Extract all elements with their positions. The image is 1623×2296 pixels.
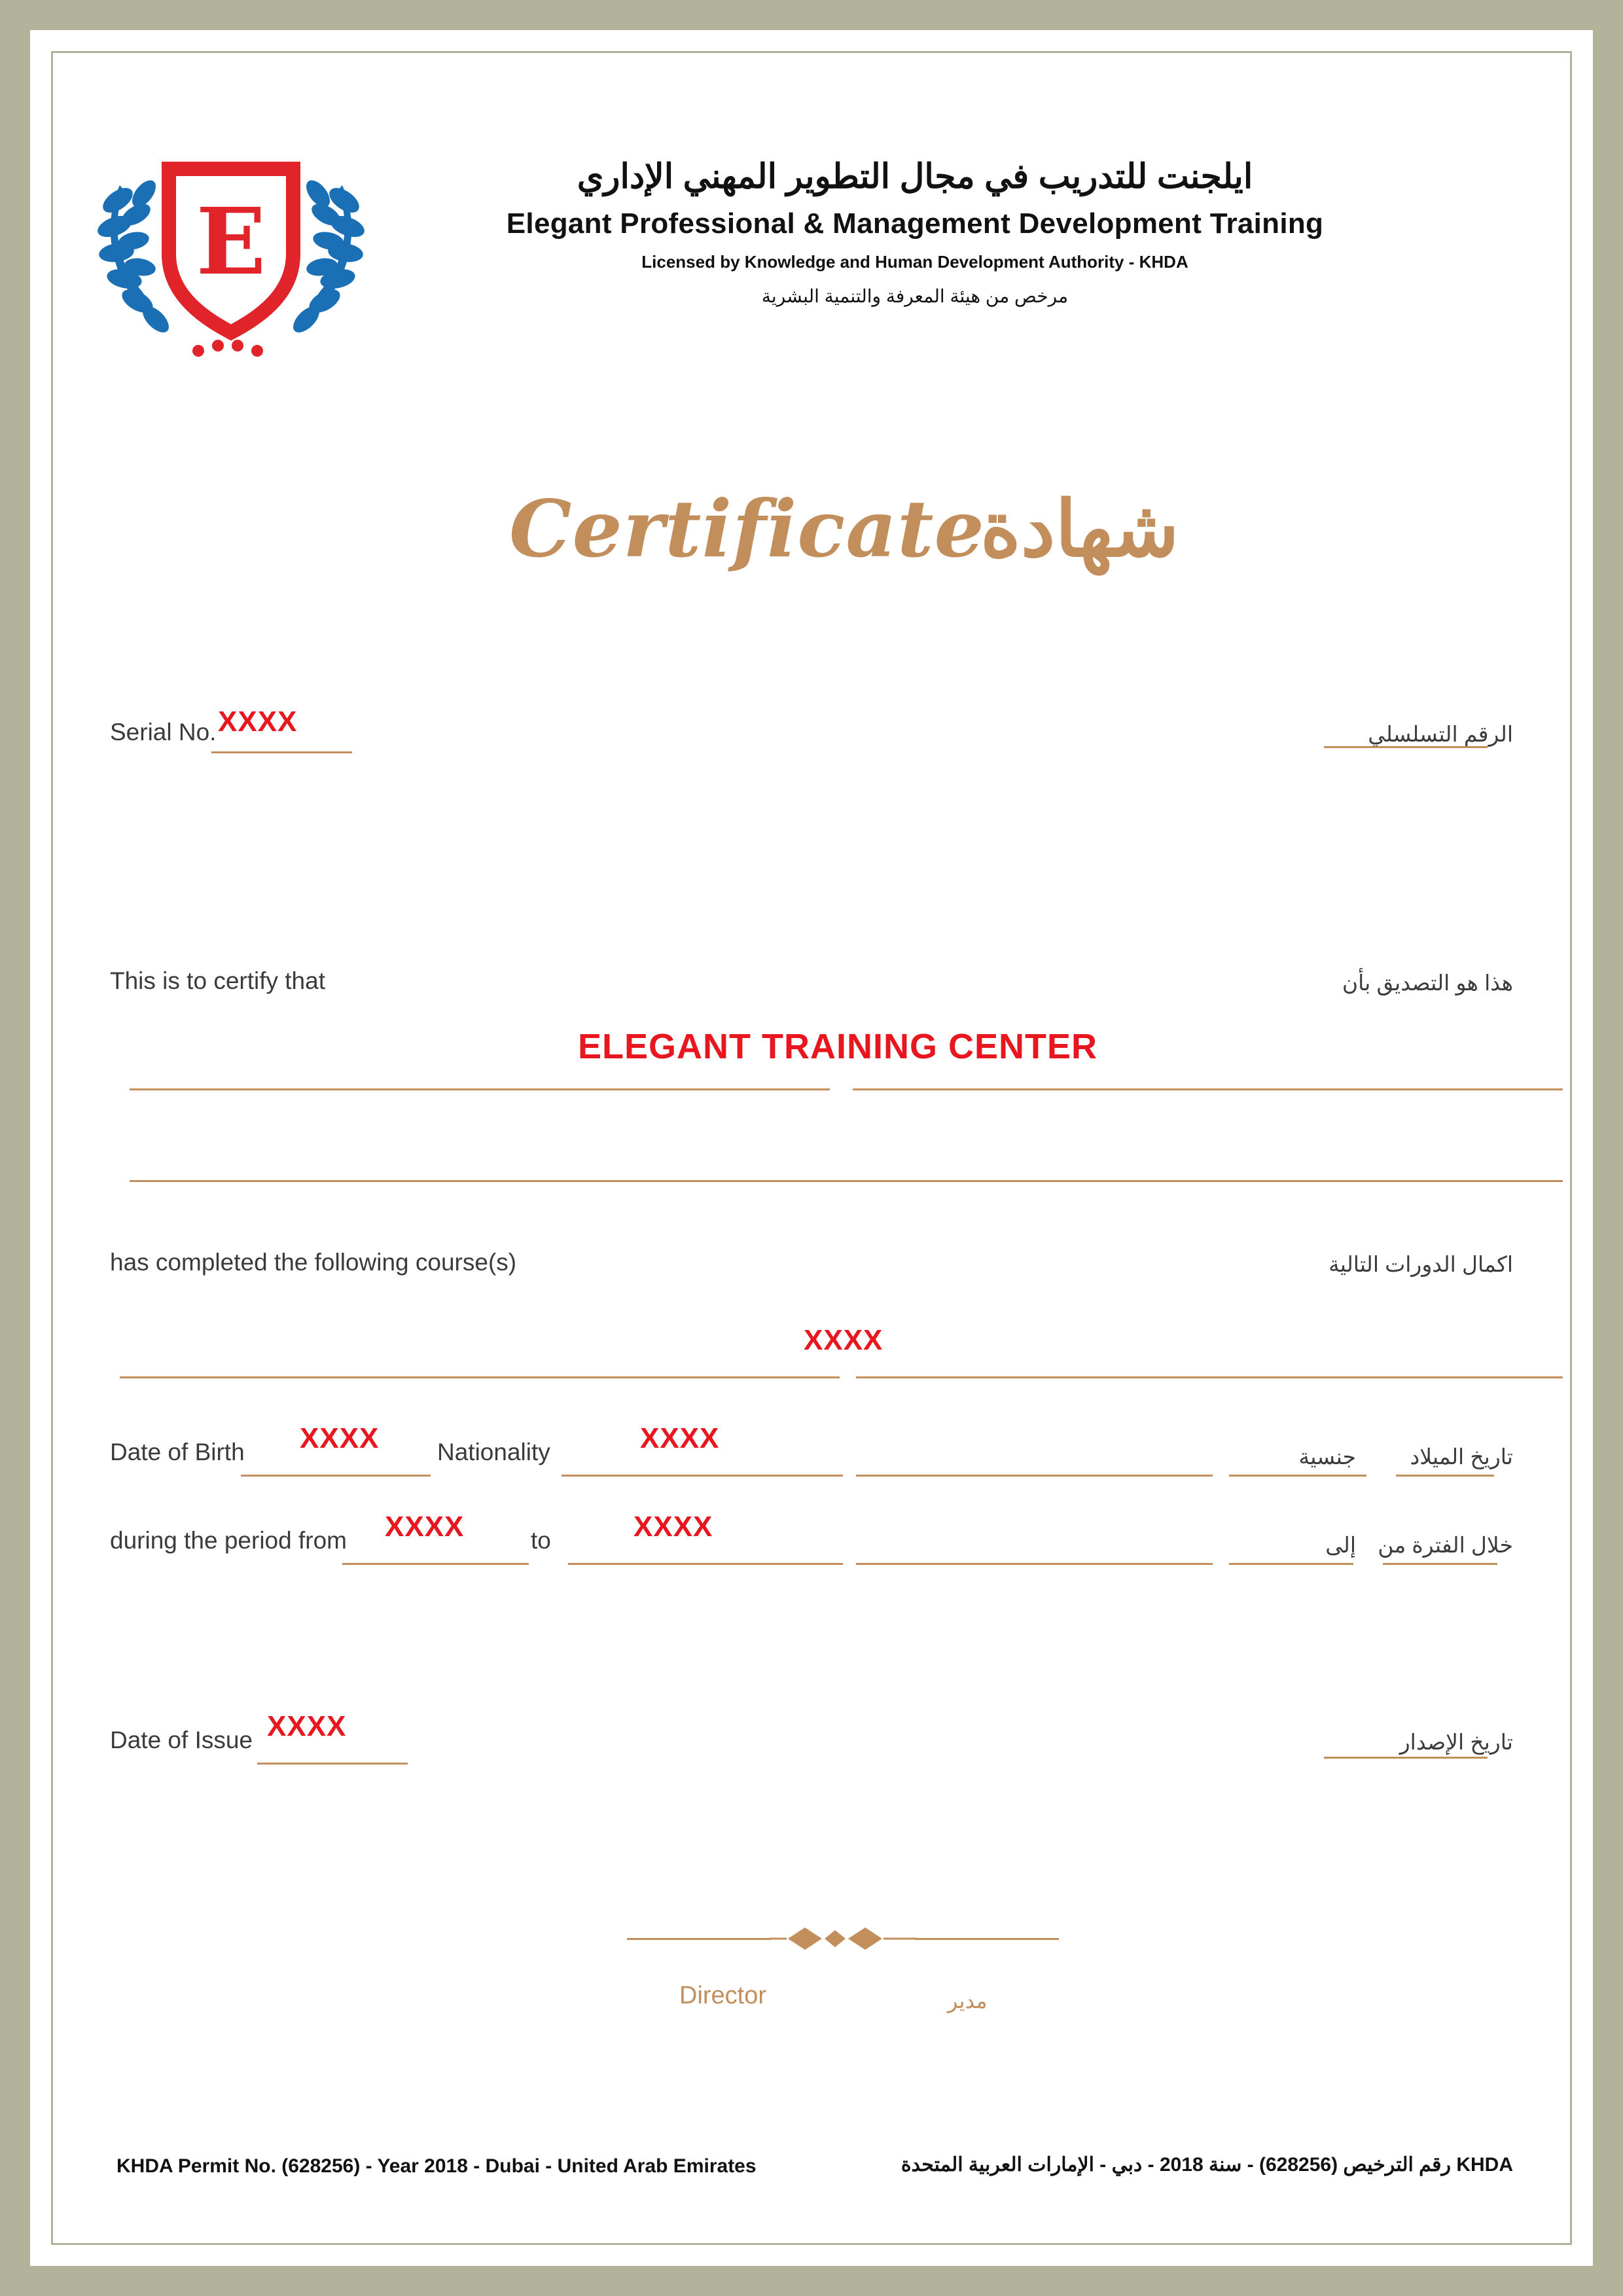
period-from-label-arabic: خلال الفترة من bbox=[1378, 1533, 1513, 1557]
serial-label-english: Serial No. bbox=[110, 719, 217, 745]
courses-underline-right bbox=[856, 1376, 1563, 1378]
dob-row-underline-center bbox=[856, 1475, 1213, 1477]
courses-underline-left bbox=[120, 1376, 840, 1378]
period-row-underline-arabic-1 bbox=[1229, 1563, 1353, 1565]
period-from-value[interactable]: XXXX bbox=[385, 1511, 465, 1543]
signature-divider bbox=[627, 1920, 1059, 1959]
license-line-arabic: مرخص من هيئة المعرفة والتنمية البشرية bbox=[761, 286, 1069, 306]
courses-label-english: has completed the following course(s) bbox=[110, 1249, 517, 1276]
svg-text:E: E bbox=[196, 188, 266, 296]
courses-label-arabic: اكمال الدورات التالية bbox=[1329, 1252, 1513, 1276]
certify-label-arabic: هذا هو التصديق بأن bbox=[1342, 971, 1513, 995]
dob-row-underline-arabic-2 bbox=[1396, 1475, 1494, 1477]
nationality-value[interactable]: XXXX bbox=[640, 1422, 720, 1454]
recipient-name-value[interactable]: ELEGANT TRAINING CENTER bbox=[578, 1027, 1098, 1066]
certificate-content bbox=[51, 51, 1572, 2245]
date-of-birth-label-english: Date of Birth bbox=[110, 1439, 245, 1465]
serial-underline-arabic bbox=[1324, 746, 1488, 748]
courses-value[interactable]: XXXX bbox=[804, 1324, 883, 1356]
diamond-ornament-icon bbox=[770, 1924, 916, 1954]
footer-arabic: KHDA رقم الترخيص (628256) - سنة 2018 - دبي - الإمارات العربية المتحدة bbox=[901, 2154, 1513, 2176]
name-underline-second-row bbox=[130, 1180, 1563, 1182]
period-row-underline-center bbox=[856, 1563, 1213, 1565]
organization-logo bbox=[84, 123, 378, 385]
date-of-issue-label-english: Date of Issue bbox=[110, 1727, 253, 1753]
certificate-title bbox=[51, 483, 1572, 614]
dob-row-underline-arabic-1 bbox=[1229, 1475, 1366, 1477]
header-text-block bbox=[359, 156, 1471, 307]
date-of-issue-underline-arabic bbox=[1324, 1757, 1488, 1759]
name-underline-right bbox=[853, 1088, 1563, 1090]
date-of-issue-value[interactable]: XXXX bbox=[267, 1710, 347, 1742]
date-of-issue-underline bbox=[257, 1763, 408, 1765]
license-line-english: Licensed by Knowledge and Human Development Authority - KHDA bbox=[641, 252, 1188, 272]
date-of-birth-underline bbox=[241, 1475, 431, 1477]
name-underline-left bbox=[130, 1088, 830, 1090]
period-to-label-english: to bbox=[531, 1527, 551, 1554]
date-of-issue-label-arabic: تاريخ الإصدار bbox=[1399, 1730, 1513, 1754]
period-to-label-arabic: إلى bbox=[1325, 1533, 1356, 1557]
certificate-header bbox=[51, 90, 1572, 404]
certify-label-english: This is to certify that bbox=[110, 967, 325, 994]
title-english: Certificate bbox=[509, 483, 985, 575]
footer-english: KHDA Permit No. (628256) - Year 2018 - Dubai - United Arab Emirates bbox=[116, 2155, 757, 2177]
period-row-underline-arabic-2 bbox=[1383, 1563, 1497, 1565]
signature-line-right bbox=[915, 1938, 1059, 1940]
org-name-arabic: ايلجنت للتدريب في مجال التطوير المهني الإداري bbox=[577, 158, 1253, 196]
serial-underline bbox=[211, 751, 352, 753]
nationality-label-english: Nationality bbox=[437, 1439, 550, 1465]
date-of-birth-label-arabic: تاريخ الميلاد bbox=[1410, 1444, 1513, 1469]
signature-line-left bbox=[627, 1938, 771, 1940]
director-label-arabic: مدير bbox=[948, 1989, 988, 2013]
serial-value[interactable]: XXXX bbox=[218, 706, 298, 738]
period-label-english: during the period from bbox=[110, 1527, 347, 1554]
title-arabic: شهادة bbox=[980, 483, 1179, 574]
nationality-underline bbox=[562, 1475, 843, 1477]
date-of-birth-value[interactable]: XXXX bbox=[300, 1422, 380, 1454]
serial-label-arabic: الرقم التسلسلي bbox=[1368, 722, 1513, 746]
director-label-english: Director bbox=[679, 1982, 767, 2009]
period-from-underline bbox=[342, 1563, 529, 1565]
period-to-underline bbox=[568, 1563, 843, 1565]
nationality-label-arabic: جنسية bbox=[1298, 1444, 1356, 1469]
period-to-value[interactable]: XXXX bbox=[633, 1511, 713, 1543]
org-name-english: Elegant Professional & Management Development Training bbox=[506, 207, 1324, 240]
